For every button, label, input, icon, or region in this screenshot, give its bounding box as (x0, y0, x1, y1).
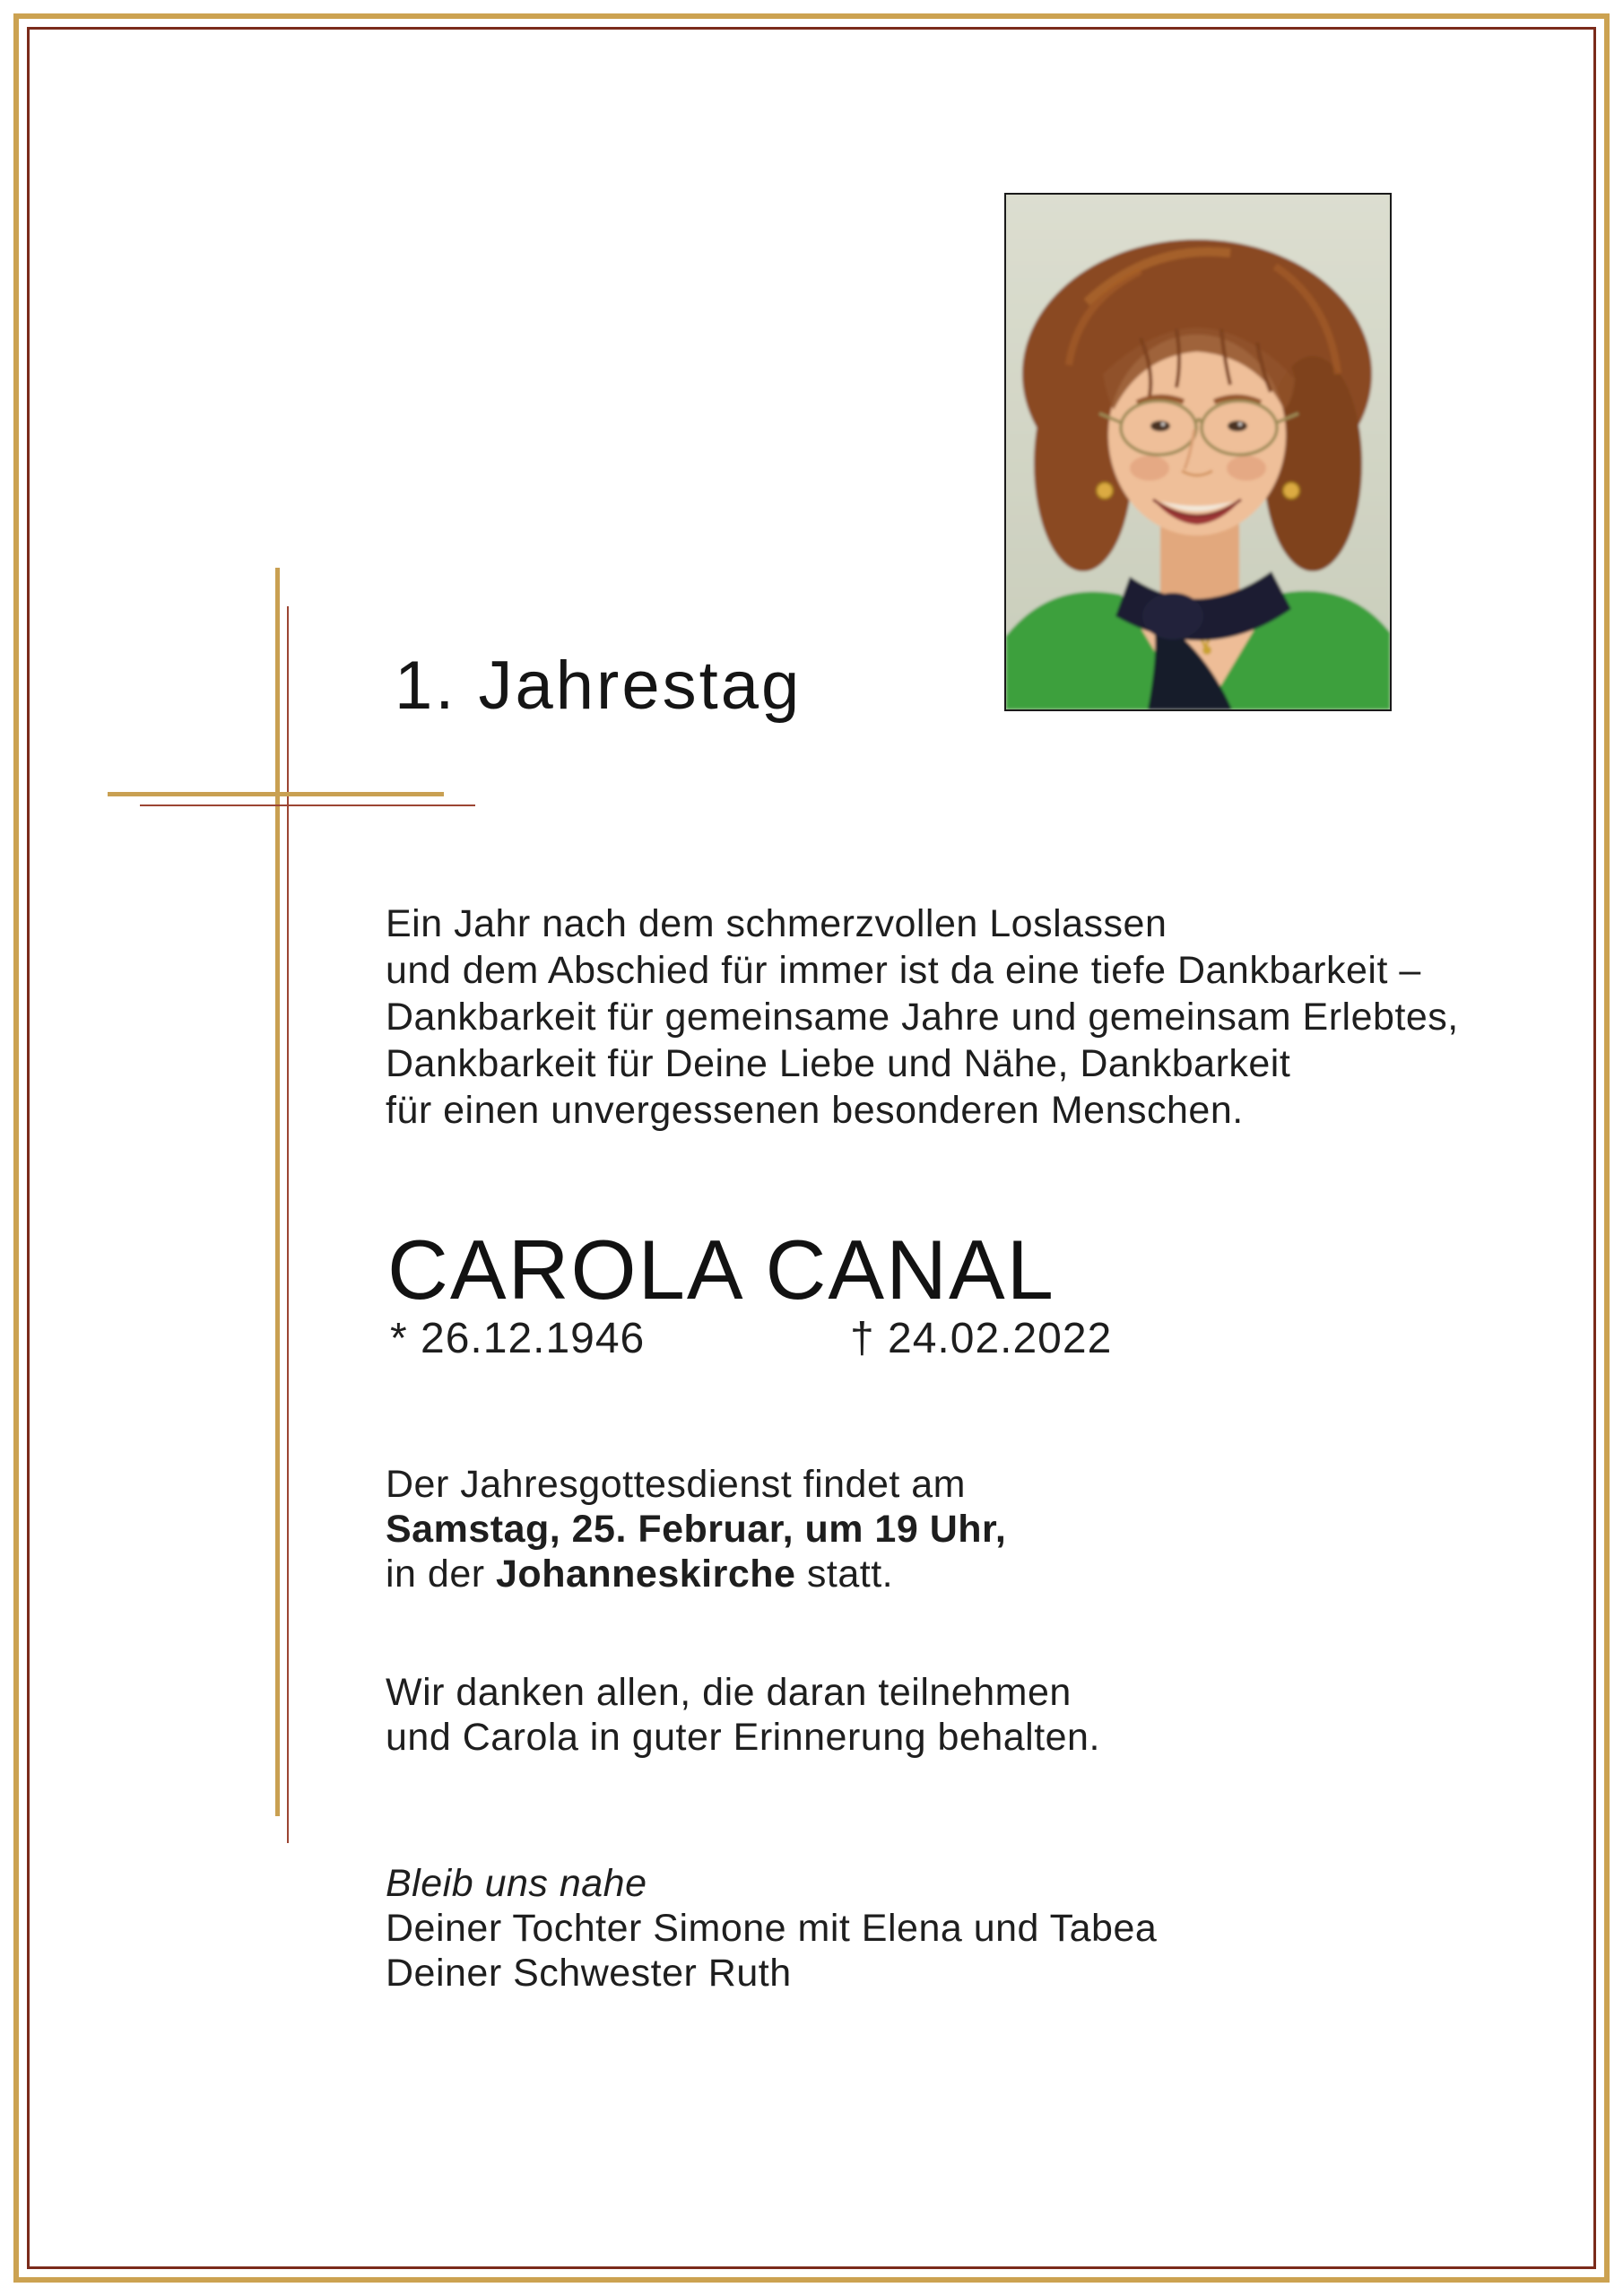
service-location-prefix: in der (386, 1552, 497, 1596)
closing-text (386, 1861, 1157, 1996)
intro-line: Dankbarkeit für gemeinsame Jahre und gemeinsam Erlebtes, (386, 996, 1459, 1039)
death-date: † 24.02.2022 (850, 1315, 1113, 1362)
life-dates (0, 1314, 1623, 1368)
birth-date: * 26.12.1946 (390, 1315, 646, 1362)
portrait-photo (1004, 193, 1392, 711)
service-line: Der Jahresgottesdienst findet am (386, 1463, 966, 1506)
deceased-name: CAROLA CANAL (387, 1222, 1055, 1317)
closing-family-line: Deiner Schwester Ruth (386, 1952, 792, 1995)
thanks-line: Wir danken allen, die daran teilnehmen (386, 1671, 1072, 1714)
intro-line: Dankbarkeit für Deine Liebe und Nähe, Dankbarkeit (386, 1042, 1291, 1085)
cross-horizontal-maroon-line (140, 804, 475, 806)
portrait-illustration (1006, 195, 1390, 709)
cross-horizontal-gold-line (108, 792, 444, 796)
intro-line: für einen unvergessenen besonderen Menschen. (386, 1089, 1244, 1132)
service-location-suffix: statt. (795, 1552, 894, 1596)
service-info (386, 1462, 1006, 1596)
service-line-datetime: Samstag, 25. Februar, um 19 Uhr, (386, 1508, 1007, 1551)
closing-family-line: Deiner Tochter Simone mit Elena und Tabea (386, 1907, 1158, 1950)
intro-line: Ein Jahr nach dem schmerzvollen Loslassen (386, 902, 1167, 945)
closing-motto: Bleib uns nahe (386, 1862, 647, 1905)
intro-line: und dem Abschied für immer ist da eine tiefe Dankbarkeit – (386, 949, 1421, 992)
page-title: 1. Jahrestag (395, 648, 803, 724)
cross-vertical-gold-line (275, 568, 280, 1816)
intro-text (386, 900, 1459, 1134)
service-location-name: Johanneskirche (496, 1552, 796, 1596)
thanks-text (386, 1670, 1100, 1760)
thanks-line: und Carola in guter Erinnerung behalten. (386, 1716, 1100, 1759)
service-line-location (386, 1552, 1006, 1596)
